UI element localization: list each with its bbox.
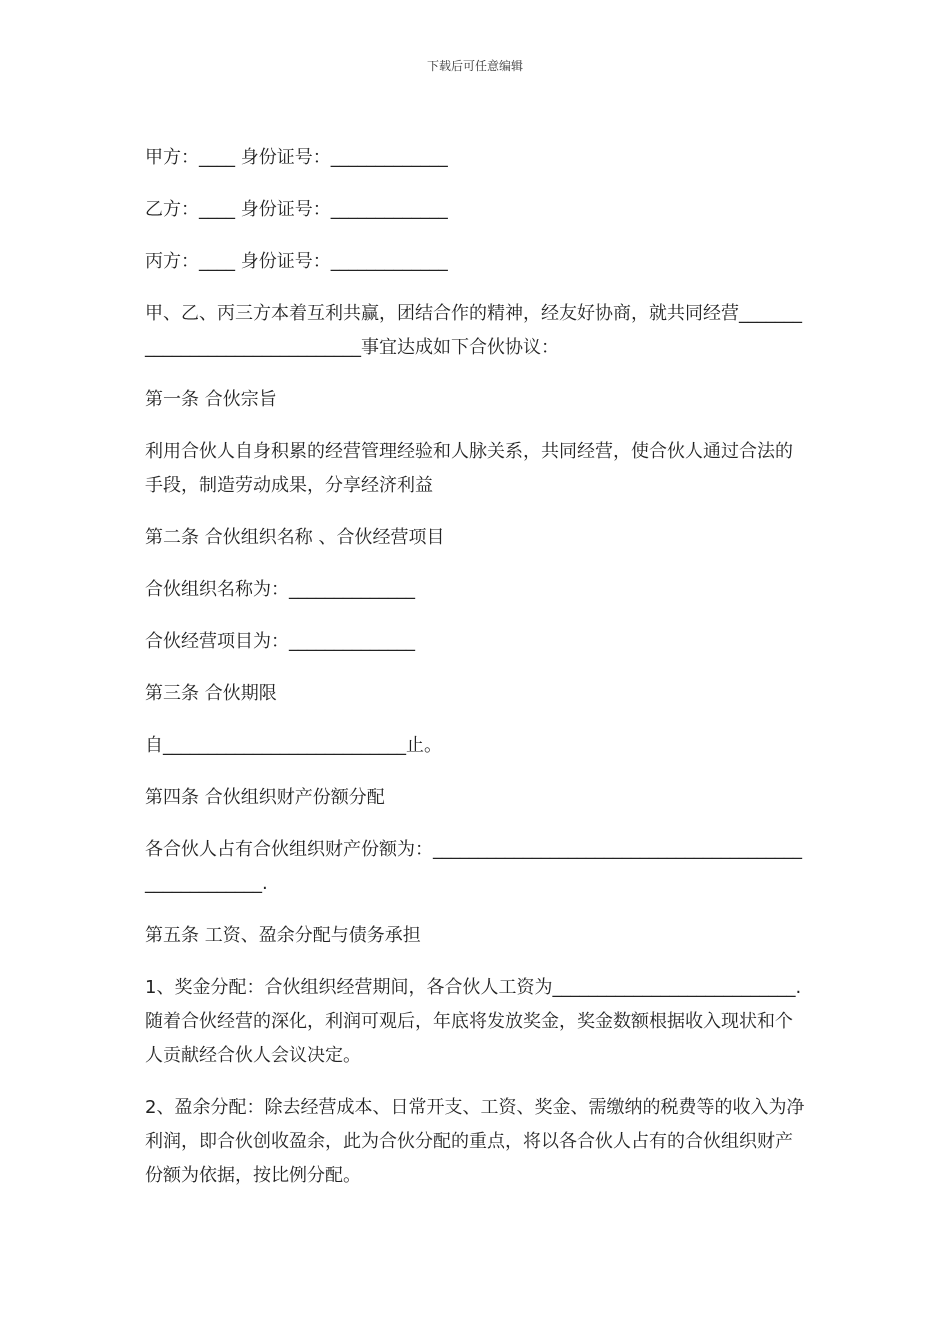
article1-heading: 第一条 合伙宗旨 bbox=[145, 389, 277, 410]
document-body bbox=[145, 141, 807, 1211]
article4-heading: 第四条 合伙组织财产份额分配 bbox=[145, 787, 385, 808]
article3-paragraph: 自___________________________止。 bbox=[145, 735, 442, 756]
article3-heading: 第三条 合伙期限 bbox=[145, 683, 277, 704]
article1-paragraph: 利用合伙人自身积累的经营管理经验和人脉关系，共同经营，使合伙人通过合法的手段，制造劳动成果，分享经济利益 bbox=[145, 441, 793, 496]
article2-name-line: 合伙组织名称为：______________ bbox=[145, 579, 415, 600]
article4-paragraph: 各合伙人占有合伙组织财产份额为：______________________________________________________. bbox=[145, 839, 802, 894]
article5-heading: 第五条 工资、盈余分配与债务承担 bbox=[145, 925, 421, 946]
article2-heading: 第二条 合伙组织名称 、合伙经营项目 bbox=[145, 527, 445, 548]
party-c-line: 丙方：____ 身份证号：_____________ bbox=[145, 251, 448, 272]
party-a-line: 甲方：____ 身份证号：_____________ bbox=[145, 147, 448, 168]
page-header: 下载后可任意编辑 bbox=[426, 59, 523, 73]
article5-item1-paragraph: 1、奖金分配：合伙组织经营期间，各合伙人工资为___________________________.随着合伙经营的深化，利润可观后，年底将发放奖金，奖金数额根据收入现状和个人贡献经合伙人会议决定。 bbox=[145, 977, 802, 1066]
article5-item2-paragraph: 2、盈余分配：除去经营成本、日常开支、工资、奖金、需缴纳的税费等的收入为净利润，即合伙创收盈余，此为合伙分配的重点，将以各合伙人占有的合伙组织财产份额为依据，按比例分配。 bbox=[145, 1097, 805, 1186]
preamble-paragraph: 甲、乙、丙三方本着互利共赢，团结合作的精神，经友好协商，就共同经营_______________________________事宜达成如下合伙协议： bbox=[145, 303, 802, 358]
party-b-line: 乙方：____ 身份证号：_____________ bbox=[145, 199, 448, 220]
article2-project-line: 合伙经营项目为：______________ bbox=[145, 631, 415, 652]
